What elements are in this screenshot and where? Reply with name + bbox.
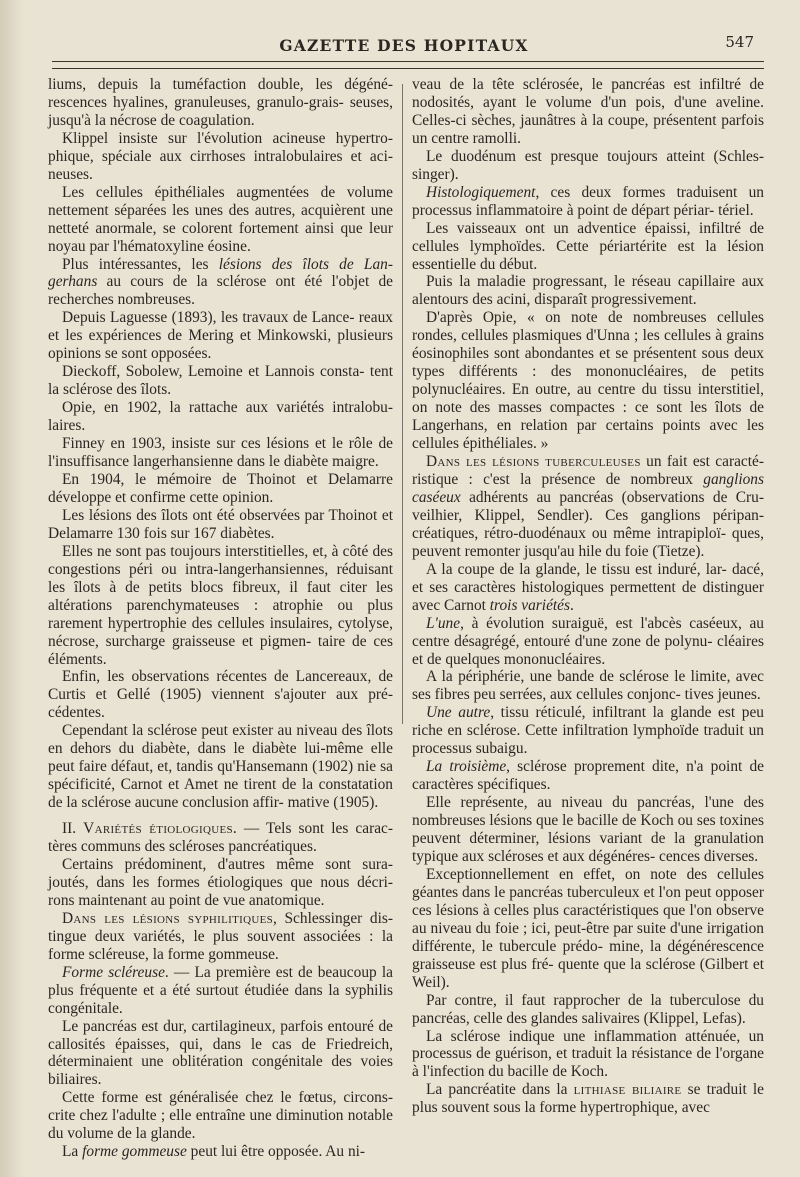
header-double-rule [52, 61, 764, 69]
page-header [48, 30, 760, 60]
italic-term: La troisième [426, 758, 507, 776]
journal-title: GAZETTE DES HOPITAUX [279, 36, 529, 55]
italic-term: forme gommeuse [82, 1143, 187, 1161]
page-number: 547 [725, 33, 754, 51]
paragraph: Forme scléreuse. — La première est de beaucoup la plus fréquente et a été surtout étudiée dans la syphilis congénitale. [48, 963, 393, 1017]
italic-term: L'une [426, 614, 461, 632]
paragraph: Enfin, les observations récentes de Lancereaux, de Curtis et Gellé (1905) viennent s'ajouter aux pré- cédentes. [48, 668, 393, 722]
paragraph: A la coupe de la glande, le tissu est induré, lar- dacé, et ses caractères histologiques permettent de distinguer avec Carnot trois variétés. [412, 560, 764, 614]
paragraph: Depuis Laguesse (1893), les travaux de Lance- reaux et les expériences de Mering et Minkowski, plusieurs opinions se sont opposées. [48, 309, 393, 363]
paragraph: Klippel insiste sur l'évolution acineuse hypertro- phique, spéciale aux cirrhoses intralobulaires et aci- neuses. [48, 129, 393, 183]
italic-term: trois variétés [489, 596, 571, 614]
paragraph: liums, depuis la tuméfaction double, les dégéné- rescences hyalines, granuleuses, granulo-grais- seuses, jusqu'à la nécrose de coagulation. [48, 76, 393, 129]
paragraph: La troisième, sclérose proprement dite, n'a point de caractères spécifiques. [412, 758, 764, 794]
paragraph: Dans les lésions tuberculeuses un fait est caracté- ristique : c'est la présence de nombreux ganglions caséeux adhérents au pancréas (observations de Cru- veilhier, Klippel, Sendler). Ces ganglions péripan- créatiques, rétro-duodénaux ou même intrapiploï- ques, peuvent remonter jusqu'au hile du foie (Tietze). [412, 453, 764, 560]
paragraph: Plus intéressantes, les lésions des îlots de Lan- gerhans au cours de la sclérose ont été l'objet de recherches nombreuses. [48, 255, 393, 309]
italic-term: ganglions caséeux [412, 470, 764, 506]
left-column [48, 76, 393, 1161]
paragraph: Exceptionnellement en effet, on note des cellules géantes dans le pancréas tuberculeux et l'on peut opposer ces lésions à celles plus caractéristiques que l'on observe au niveau du foie ; ici, peut-être par suite d'une irrigation différente, le tubercule prédo- mine, la dégénérescence graisseuse est plus fré- quente que la sclérose (Gilbert et Weil). [412, 865, 764, 991]
section-heading-paragraph: II. Variétés étiologiques. — Tels sont les carac- tères communs des scléroses pancréatiques. [48, 820, 393, 856]
small-caps-term: lithiase biliaire [573, 1081, 682, 1099]
small-caps-heading: Dans les lésions tuberculeuses [426, 453, 641, 471]
paragraph: Le pancréas est dur, cartilagineux, parfois entouré de callosités épaisses, qui, dans le cas de Friedreich, déterminaient une oblitération congénitale des voies biliaires. [48, 1017, 393, 1089]
column-divider [402, 84, 403, 724]
paragraph: Les vaisseaux ont un adventice épaissi, infiltré de cellules lymphoïdes. Cette périartérite est la lésion essentielle du début. [412, 219, 764, 273]
paragraph: Une autre, tissu réticulé, infiltrant la glande est peu riche en sclérose. Cette infiltration lymphoïde traduit un processus subaigu. [412, 704, 764, 758]
paragraph: veau de la tête sclérosée, le pancréas est infiltré de nodosités, ayant le volume d'un pois, d'une aveline. Celles-ci sèches, jaunâtres à la coupe, présentent parfois un centre ramolli. [412, 76, 764, 147]
paragraph: Finney en 1903, insiste sur ces lésions et le rôle de l'insuffisance langerhansienne dans le diabète maigre. [48, 435, 393, 471]
paragraph: Cependant la sclérose peut exister au niveau des îlots en dehors du diabète, dans le diabète lui-même elle peut faire défaut, et, tandis qu'Hansemann (1902) nie sa spécificité, Carnot et Amet ne tirent de la constatation de la sclérose aucune conclusion affir- mative (1905). [48, 722, 393, 812]
paragraph: Le duodénum est presque toujours atteint (Schles- singer). [412, 147, 764, 183]
paragraph: Certains prédominent, d'autres même sont sura- joutés, dans les formes étiologiques que nous décri- rons maintenant au point de vue anatomique. [48, 855, 393, 909]
small-caps-heading: Dans les lésions syphilitiques [62, 909, 274, 927]
paragraph: D'après Opie, « on note de nombreuses cellules rondes, cellules plasmiques d'Unna ; les cellules à grains éosinophiles sont abondantes et se présentent sous deux types différents : des mononucléaires, de petits polynucléaires. En outre, au centre du tissu interstitiel, on note des masses compactes : ce sont les îlots de Langerhans, en relation par certains points avec les cellules épithéliales. » [412, 309, 764, 453]
right-column [412, 76, 764, 1117]
paragraph: Opie, en 1902, la rattache aux variétés intralobu- laires. [48, 399, 393, 435]
paragraph: Histologiquement, ces deux formes traduisent un processus inflammatoire à point de départ périar- tériel. [412, 183, 764, 219]
paragraph: Cette forme est généralisée chez le fœtus, circons- crite chez l'adulte ; elle entraîne une diminution notable du volume de la glande. [48, 1089, 393, 1143]
paragraph: L'une, à évolution suraiguë, est l'abcès caséeux, au centre désagrégé, entouré d'une zone de polynu- cléaires et de quelques mononucléaires. [412, 614, 764, 668]
italic-term: Une autre [426, 704, 491, 722]
paragraph: Les lésions des îlots ont été observées par Thoinot et Delamarre 130 fois sur 167 diabètes. [48, 506, 393, 542]
paragraph: Dans les lésions syphilitiques, Schlessinger dis- tingue deux variétés, le plus souvent associées : la forme scléreuse, la forme gommeuse. [48, 909, 393, 963]
paragraph: Elle représente, au niveau du pancréas, l'une des nombreuses lésions que le bacille de Koch ou ses toxines peuvent déterminer, lésions variant de la granulation typique aux scléroses et aux dégénéres- cences diverses. [412, 794, 764, 865]
paragraph: La sclérose indique une inflammation atténuée, un processus de guérison, et traduit la résistance de l'organe à l'infection du bacille de Koch. [412, 1027, 764, 1081]
paragraph: A la périphérie, une bande de sclérose le limite, avec ses fibres peu serrées, aux cellules conjonc- tives jeunes. [412, 668, 764, 704]
paragraph: Les cellules épithéliales augmentées de volume nettement séparées les unes des autres, acquièrent une netteté anormale, se colorent fortement ainsi que leur noyau par l'hématoxyline éosine. [48, 183, 393, 255]
paragraph: En 1904, le mémoire de Thoinot et Delamarre développe et confirme cette opinion. [48, 470, 393, 506]
paragraph: Puis la maladie progressant, le réseau capillaire aux alentours des acini, disparaît progressivement. [412, 273, 764, 309]
paragraph: Elles ne sont pas toujours interstitielles, et, à côté des congestions péri ou intra-langerhansiennes, réduisant les îlots à de petits blocs fibreux, il faut citer les altérations parenchymateuses : atrophie ou plus rarement hypertrophie des cellules insulaires, cytolyse, nécrose, surcharge graisseuse et pigmen- taire de ces éléments. [48, 542, 393, 668]
paragraph: Dieckoff, Sobolew, Lemoine et Lannois consta- tent la sclérose des îlots. [48, 363, 393, 399]
page-gutter-shadow [0, 0, 24, 1177]
paragraph: Par contre, il faut rapprocher de la tuberculose du pancréas, celle des glandes salivaires (Klippel, Lefas). [412, 991, 764, 1027]
section-heading: Variétés étiologiques [83, 820, 233, 838]
paragraph: La forme gommeuse peut lui être opposée. Au ni- [62, 1143, 366, 1161]
paragraph: La pancréatite dans la lithiase biliaire se traduit le plus souvent sous la forme hypertrophique, avec [412, 1081, 765, 1117]
italic-term: lésions des îlots de Lan- gerhans [48, 255, 393, 291]
italic-term: Forme scléreuse [62, 963, 165, 981]
italic-term: Histologiquement [426, 183, 536, 201]
